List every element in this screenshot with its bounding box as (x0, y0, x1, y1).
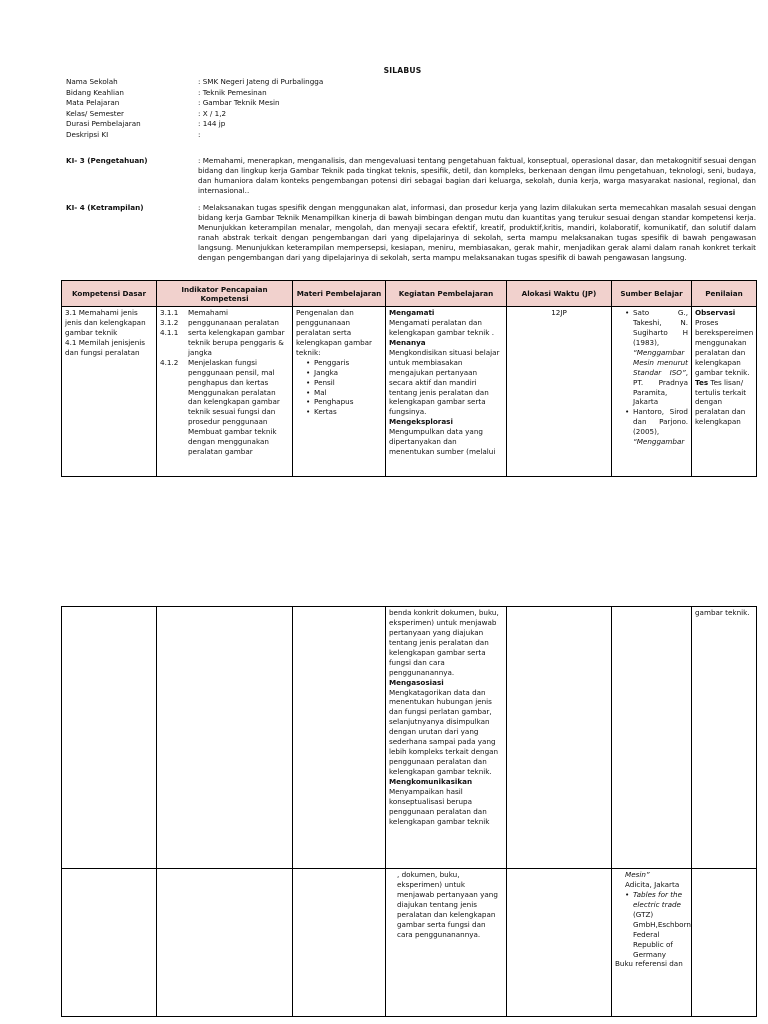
ki4-text: : Melaksanakan tugas spesifik dengan menggunakan alat, informasi, dan prosedur kerja yang lazim dilakukan serta memecahkan masalah sesuai dengan bidang kerja Gambar Teknik Menampilkan kinerja di bawah bimbingan dengan mutu dan kuantitas yang terukur sesuai dengan standar kompetensi kerja. Menunjukkan keterampilan menalar, mengolah, dan menyaji secara efektif, kreatif, produktif,kritis, mandiri, kolaboratif, komunikatif, dan solutif dalam ranah abstrak terkait dengan pengembangan dari yang dipelajarinya di sekolah, serta mampu melaksanakan tugas spesifik di bawah pengawasan langsung. Menunjukkan keterampilan mempersepsi, kesiapan, meniru, membiasakan, gerak mahir, menjadikan gerak alami dalam ranah konkret terkait dengan pengembangan dari yang dipelajarinya di sekolah, serta mampu melaksanakan tugas spesifik di bawah pengawasan langsung. (198, 203, 756, 262)
kegiatan-text: Mengkondisikan situasi belajar untuk membiasakan mengajukan pertanyaan secara aktif dan mandiri tentang jenis peralatan dan kelengkapan gambar serta fungsinya. (389, 347, 500, 417)
identity-value: : 144 jp (198, 119, 226, 129)
identity-value: : Teknik Pemesinan (198, 87, 267, 97)
kegiatan-text: Mengamati peralatan dan kelengkapan gambar teknik . (389, 317, 494, 337)
sumber-item: • Sato G., Takeshi, N. Sugiharto H (1983), “Menggambar Mesin menurut Standar ISO”, PT. Pradnya Paramita, Jakarta (625, 308, 688, 407)
alokasi-value: 12JP (551, 308, 567, 317)
identity-row (66, 130, 323, 141)
identity-label: Deskripsi KI (66, 129, 109, 139)
materi-intro: Pengenalan dan penggunanaan peralatan serta kelengkapan gambar teknik: (296, 308, 373, 357)
header-alokasi: Alokasi Waktu (JP) (507, 281, 612, 307)
header-sumber: Sumber Belajar (612, 281, 692, 307)
kegiatan-text: Menyampaikan hasil konseptualisasi berupa penggunaan peralatan dan kelengkapan gambar teknik (389, 786, 490, 826)
cell-kegiatan (386, 607, 507, 869)
materi-item: • Penggaris (306, 358, 382, 368)
materi-item: • Mal (306, 388, 382, 398)
kegiatan-cont: , dokumen, buku, eksperimen) untuk menjawab pertanyaan yang diajukan tentang jenis peralatan dan kelengkapan gambar serta fungsi dan cara penggunanannya. (397, 870, 498, 939)
cell-penilaian (692, 307, 757, 477)
indikator-item (160, 358, 289, 457)
cell-kegiatan (386, 869, 507, 1017)
penilaian-cont: gambar teknik. (695, 608, 750, 617)
identity-label: Durasi Pembelajaran (66, 119, 141, 129)
cell-empty (157, 607, 293, 869)
indikator-text: penggunanaan peralatan (188, 317, 279, 327)
kegiatan-heading: Mengkomunikasikan (389, 776, 473, 786)
identity-value: : X / 1,2 (198, 108, 227, 118)
sumber-cont-plain: Adicita, Jakarta (625, 879, 680, 889)
sumber-list (615, 308, 688, 447)
kegiatan-heading: Mengasosiasi (389, 677, 444, 687)
identity-label: Mata Pelajaran (66, 98, 120, 108)
ki3-block (66, 156, 756, 196)
cell-empty (293, 607, 386, 869)
ki3-text: : Memahami, menerapkan, menganalisis, dan mengevaluasi tentang pengetahuan faktual, konseptual, operasional dasar, dan metakognitif sesuai dengan bidang dan lingkup kerja Gambar Teknik pada tingkat teknis, spesifik, detil, dan kompleks, berkenaan dengan ilmu pengetahuan, teknologi, seni, budaya, dan humaniora dalam konteks pengembangan potensi diri sebagai bagian dari keluarga, sekolah, dunia kerja, warga masyarakat nasional, regional, dan internasional.. (198, 156, 756, 195)
kegiatan-heading: Menanya (389, 337, 426, 347)
identity-value: : (198, 129, 201, 139)
cell-empty (62, 607, 157, 869)
cell-empty (62, 869, 157, 1017)
identity-label: Kelas/ Semester (66, 108, 124, 118)
materi-item: • Penghapus (306, 397, 382, 407)
identity-row (66, 109, 323, 120)
cell-alokasi (507, 307, 612, 477)
penilaian-observasi-head: Observasi (695, 308, 736, 317)
materi-list (296, 358, 382, 418)
sumber-tail: Buku referensi dan (615, 959, 683, 969)
sumber-item: • Tables for the electric trade (GTZ) GmbH,Eschborn Federal Republic of Germany (625, 890, 688, 960)
header-indikator: Indikator Pencapaian Kompetensi (157, 281, 293, 307)
materi-item: • Pensil (306, 378, 382, 388)
penilaian-tes-head: Tes (695, 377, 709, 387)
sumber-list (615, 889, 691, 960)
cell-empty (612, 607, 692, 869)
indikator-number: 3.1.1 (160, 308, 179, 317)
indikator-number: 3.1.2 (160, 317, 179, 327)
kegiatan-heading: Mengamati (389, 308, 435, 317)
cell-empty (293, 869, 386, 1017)
materi-item: • Kertas (306, 407, 382, 417)
indikator-item (160, 328, 289, 358)
kegiatan-text: Mengkatagorikan data dan menentukan hubungan jenis dan fungsi perlatan gambar, selanjutnyanya disimpulkan dengan urutan dari yang sederhana sampai pada yang lebih kompleks terkait dengan penggunaan peralatan dan kelengkapan gambar teknik. (389, 687, 499, 776)
identity-row (66, 77, 323, 88)
syllabus-table-page2 (61, 606, 757, 1017)
indikator-number: 4.1.2 (160, 357, 179, 367)
header-kegiatan: Kegiatan Pembelajaran (386, 281, 507, 307)
header-penilaian: Penilaian (692, 281, 757, 307)
cell-kegiatan (386, 307, 507, 477)
kegiatan-heading: Mengeksplorasi (389, 417, 453, 427)
identity-label: Bidang Keahlian (66, 87, 124, 97)
identity-row (66, 98, 323, 109)
ki4-label: KI- 4 (Ketrampilan) (66, 203, 144, 212)
sumber-item: • Hantoro, Sirod dan Parjono. (2005), “Menggambar (625, 407, 688, 447)
materi-item: • Jangka (306, 368, 382, 378)
cell-materi (293, 307, 386, 477)
indikator-number: 4.1.1 (160, 327, 179, 337)
indikator-text: Memahami (188, 308, 228, 317)
identity-value: : SMK Negeri Jateng di Purbalingga (198, 77, 324, 86)
cell-empty (157, 869, 293, 1017)
penilaian-observasi-text: Proses berekspereimen menggunakan peralatan dan kelengkapan gambar teknik. (695, 317, 754, 377)
kegiatan-text: Mengumpulkan data yang dipertanyakan dan menentukan sumber (melalui (389, 427, 496, 457)
header-kompetensi-dasar: Kompetensi Dasar (62, 281, 157, 307)
indikator-text: Menjelaskan fungsi penggunaan pensil, mal penghapus dan kertas Menggunakan peralatan dan kelengkapan gambar teknik sesuai fungsi dan prosedur penggunaan Membuat gambar teknik dengan menggunakan peralatan gambar (188, 357, 280, 457)
header-materi: Materi Pembelajaran (293, 281, 386, 307)
cell-sumber (612, 307, 692, 477)
indikator-item (160, 318, 289, 328)
cell-empty (507, 869, 612, 1017)
cell-sumber (612, 869, 692, 1017)
cell-kompetensi-dasar (62, 307, 157, 477)
identity-value: : Gambar Teknik Mesin (198, 98, 280, 108)
ki3-label: KI- 3 (Pengetahuan) (66, 156, 148, 165)
cell-empty (507, 607, 612, 869)
cell-empty (692, 869, 757, 1017)
ki4-block (66, 203, 756, 263)
cell-indikator (157, 307, 293, 477)
penilaian-tes-text: Tes lisan/ tertulis terkait dengan peralatan dan kelengkapan (695, 377, 747, 427)
cell-penilaian (692, 607, 757, 869)
identity-row (66, 119, 323, 130)
kd-item: 4.1 Memilah jenisjenis dan fungsi peralatan (65, 337, 146, 357)
indikator-text: serta kelengkapan gambar teknik berupa penggaris & jangka (188, 327, 285, 357)
kegiatan-text: benda konkrit dokumen, buku, eksperimen) untuk menjawab pertanyaan yang diajukan tentang jenis peralatan dan kelengkapan gambar serta fungsi dan cara penggunanannya. (389, 608, 499, 677)
identity-block (66, 77, 323, 141)
kd-item: 3.1 Memahami jenis jenis dan kelengkapan gambar teknik (65, 308, 146, 337)
syllabus-table-page1 (61, 280, 757, 477)
indikator-item (160, 308, 289, 318)
identity-label: Nama Sekolah (66, 77, 118, 86)
sumber-cont-italic: Mesin” (625, 870, 650, 879)
document-title: SILABUS (383, 66, 422, 75)
identity-row (66, 88, 323, 99)
